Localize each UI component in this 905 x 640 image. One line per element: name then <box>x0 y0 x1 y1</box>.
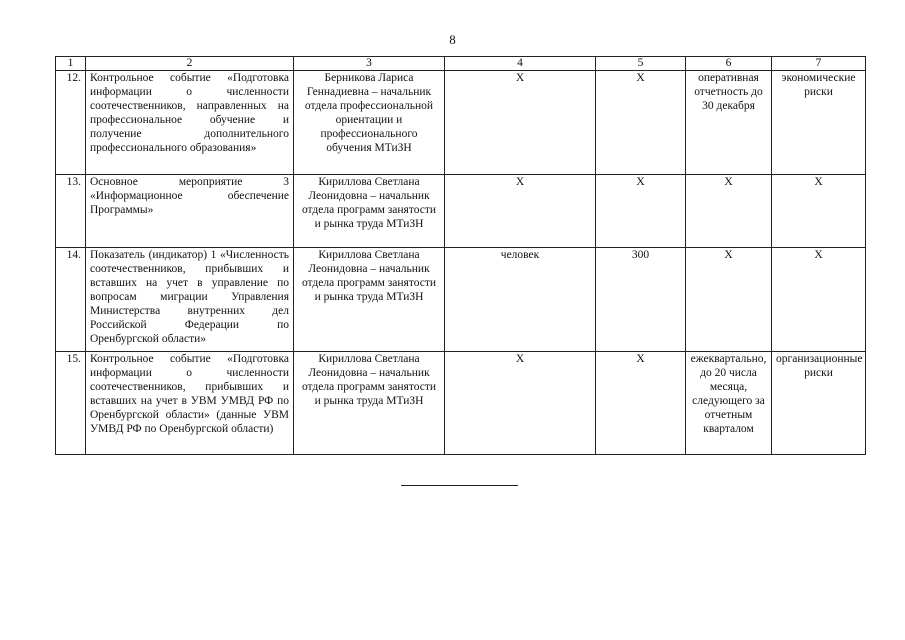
row-responsible: Кириллова Светлана Леонидовна – начальник отдела программ занятости и рынка труда МТиЗН <box>294 175 445 248</box>
page-number: 8 <box>449 32 456 47</box>
column-header: 4 <box>445 57 596 71</box>
column-header: 1 <box>56 57 86 71</box>
row-deadline: Х <box>686 175 772 248</box>
row-unit: человек <box>445 248 596 352</box>
row-responsible: Берникова Лариса Геннадиевна – начальник отдела профессиональной ориентации и профессионального обучения МТиЗН <box>294 71 445 175</box>
column-header: 7 <box>772 57 866 71</box>
row-unit: Х <box>445 71 596 175</box>
table-row <box>56 175 866 248</box>
row-deadline: оперативная отчетность до 30 декабря <box>686 71 772 175</box>
table-header-row <box>56 57 866 71</box>
column-header: 6 <box>686 57 772 71</box>
row-responsible: Кириллова Светлана Леонидовна – начальник отдела программ занятости и рынка труда МТиЗН <box>294 352 445 455</box>
row-number: 14. <box>56 248 86 352</box>
program-table <box>55 56 866 455</box>
row-risks: экономические риски <box>772 71 866 175</box>
row-description: Контрольное событие «Подготовка информации о численности соотечественников, прибывших и вставших на учет в УВМ УМВД РФ по Оренбургской области» (данные УВМ УМВД РФ по Оренбургской области) <box>86 352 294 455</box>
row-unit: Х <box>445 352 596 455</box>
row-description: Контрольное событие «Подготовка информации о численности соотечественников, направленных на профессиональное обучение и получение дополнительного профессионального образования» <box>86 71 294 175</box>
row-description: Основное мероприятие 3 «Информационное обеспечение Программы» <box>86 175 294 248</box>
row-number: 15. <box>56 352 86 455</box>
row-value: Х <box>596 175 686 248</box>
column-header: 5 <box>596 57 686 71</box>
table-row <box>56 352 866 455</box>
row-risks: Х <box>772 248 866 352</box>
row-unit: Х <box>445 175 596 248</box>
row-responsible: Кириллова Светлана Леонидовна – начальник отдела программ занятости и рынка труда МТиЗН <box>294 248 445 352</box>
row-risks: организационные риски <box>772 352 866 455</box>
row-risks: Х <box>772 175 866 248</box>
table-row <box>56 248 866 352</box>
row-number: 13. <box>56 175 86 248</box>
row-value: Х <box>596 352 686 455</box>
row-value: Х <box>596 71 686 175</box>
row-description: Показатель (индикатор) 1 «Численность соотечественников, прибывших и вставших на учет в управление по вопросам миграции Управления Министерства внутренних дел Российской Федерации по Оренбургской области» <box>86 248 294 352</box>
column-header: 2 <box>86 57 294 71</box>
row-value: 300 <box>596 248 686 352</box>
row-number: 12. <box>56 71 86 175</box>
end-divider-line <box>401 485 518 486</box>
row-deadline: ежеквартально, до 20 числа месяца, следующего за отчетным кварталом <box>686 352 772 455</box>
column-header: 3 <box>294 57 445 71</box>
row-deadline: Х <box>686 248 772 352</box>
table-row <box>56 71 866 175</box>
